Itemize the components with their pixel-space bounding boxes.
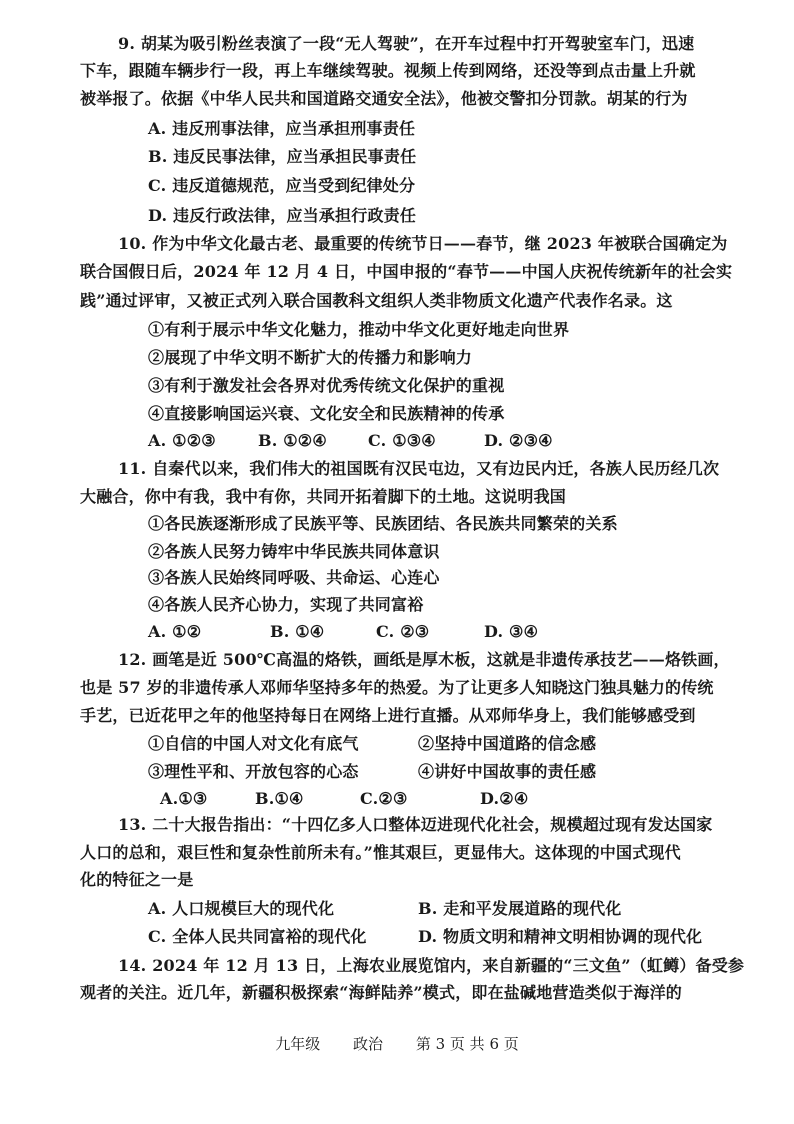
q14-line-2: 观者的关注。近几年，新疆积极探索“海鲜陆养”模式，即在盐碱地营造类似于海洋的 [80,983,683,1002]
q11-choice-b: B. ①④ [270,622,325,641]
footer-page-number: 第 3 页 共 6 页 [415,1035,519,1053]
q11-line-1: 11. 自秦代以来，我们伟大的祖国既有汉民屯边，又有边民内迁，各族人民历经几次 [118,459,720,478]
q10-item-4: ④直接影响国运兴衰、文化安全和民族精神的传承 [148,404,505,423]
q11-item-2: ②各族人民努力铸牢中华民族共同体意识 [148,542,440,561]
q13-line-3: 化的特征之一是 [80,870,194,889]
q11-choice-c: C. ②③ [376,622,430,641]
q12-choice-b: B.①④ [255,789,304,808]
q9-option-b: B. 违反民事法律，应当承担民事责任 [148,147,417,166]
q13-option-a: A. 人口规模巨大的现代化 [148,899,335,918]
q10-item-2: ②展现了中华文明不断扩大的传播力和影响力 [148,348,473,367]
footer-grade: 九年级 [275,1035,321,1053]
q11-item-4: ④各族人民齐心协力，实现了共同富裕 [148,595,424,614]
q13-option-d: D. 物质文明和精神文明相协调的现代化 [418,927,703,946]
q10-choice-a: A. ①②③ [148,431,216,450]
q12-choice-c: C.②③ [360,789,408,808]
q10-choice-c: C. ①③④ [368,431,436,450]
q12-line-3: 手艺，已近花甲之年的他坚持每日在网络上进行直播。从邓师华身上，我们能够感受到 [80,706,696,725]
q12-item-2: ②坚持中国道路的信念感 [418,734,597,753]
q13-option-b: B. 走和平发展道路的现代化 [418,899,622,918]
q10-choice-b: B. ①②④ [258,431,327,450]
q9-option-d: D. 违反行政法律，应当承担行政责任 [148,206,417,225]
q12-item-3: ③理性平和、开放包容的心态 [148,762,359,781]
q11-line-2: 大融合，你中有我，我中有你，共同开拓着脚下的土地。这说明我国 [80,487,567,506]
q12-line-1: 12. 画笔是近 500℃高温的烙铁，画纸是厚木板，这就是非遗传承技艺——烙铁画， [118,650,730,669]
q9-line-1: 9. 胡某为吸引粉丝表演了一段“无人驾驶”，在开车过程中打开驾驶室车门，迅速 [118,34,695,53]
q10-item-3: ③有利于激发社会各界对优秀传统文化保护的重视 [148,376,505,395]
q9-option-a: A. 违反刑事法律，应当承担刑事责任 [148,119,416,138]
q10-line-3: 践”通过评审，又被正式列入联合国教科文组织人类非物质文化遗产代表作名录。这 [80,291,673,310]
q10-line-2: 联合国假日后，2024 年 12 月 4 日，中国申报的“春节——中国人庆祝传统新年的社会实 [80,262,733,281]
q9-line-2: 下车，跟随车辆步行一段，再上车继续驾驶。视频上传到网络，还没等到点击量上升就 [80,61,696,80]
q11-choice-a: A. ①② [148,622,202,641]
q12-choice-a: A.①③ [160,789,208,808]
q10-choice-d: D. ②③④ [484,431,553,450]
q12-line-2: 也是 57 岁的非遗传承人邓师华坚持多年的热爱。为了让更多人知晓这门独具魅力的传统 [80,678,714,697]
q9-line-3: 被举报了。依据《中华人民共和国道路交通安全法》，他被交警扣分罚款。胡某的行为 [80,89,688,108]
q12-item-1: ①自信的中国人对文化有底气 [148,734,359,753]
q11-item-3: ③各族人民始终同呼吸、共命运、心连心 [148,568,440,587]
q10-item-1: ①有利于展示中华文化魅力，推动中华文化更好地走向世界 [148,320,570,339]
q10-line-1: 10. 作为中华文化最古老、最重要的传统节日——春节，继 2023 年被联合国确定为 [118,234,728,253]
q12-item-4: ④讲好中国故事的责任感 [418,762,597,781]
footer-subject: 政治 [353,1035,384,1053]
q14-line-1: 14. 2024 年 12 月 13 日，上海农业展览馆内，来自新疆的“三文鱼”（虹鳟）备受参 [118,956,745,975]
q13-line-1: 13. 二十大报告指出：“十四亿多人口整体迈进现代化社会，规模超过现有发达国家 [118,815,713,834]
q13-option-c: C. 全体人民共同富裕的现代化 [148,927,367,946]
q11-item-1: ①各民族逐渐形成了民族平等、民族团结、各民族共同繁荣的关系 [148,514,618,533]
page-footer [0,1033,794,1054]
q12-choice-d: D.②④ [480,789,529,808]
q11-choice-d: D. ③④ [484,622,539,641]
q9-option-c: C. 违反道德规范，应当受到纪律处分 [148,176,416,195]
q13-line-2: 人口的总和，艰巨性和复杂性前所未有。”惟其艰巨，更显伟大。这体现的中国式现代 [80,843,681,862]
